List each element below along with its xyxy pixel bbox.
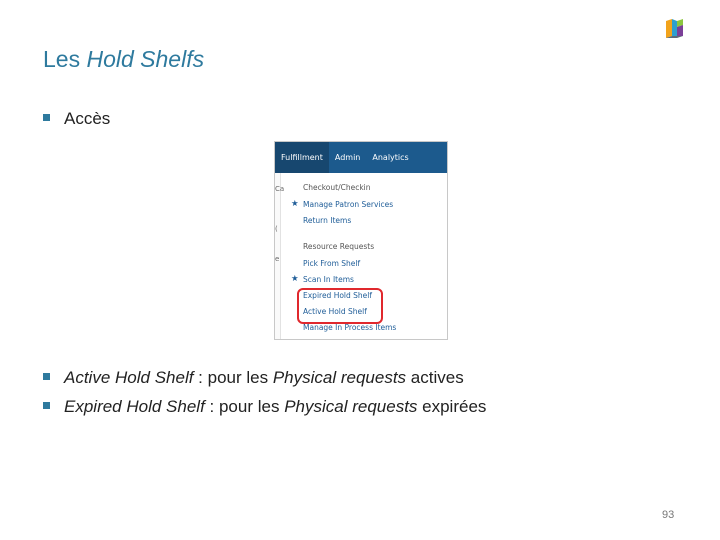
cropped-text-fragment: Ca [275, 185, 285, 193]
menu-section-resource-requests: Resource Requests [303, 242, 375, 251]
cropped-text-fragment: ( [275, 225, 278, 233]
star-icon[interactable]: ★ [291, 274, 299, 284]
bullet-active-hold-shelf: Active Hold Shelf : pour les Physical requests actives [43, 368, 464, 388]
menu-item-scan-in-items[interactable]: ★ Scan In Items [291, 274, 354, 284]
bullet-square-icon [43, 114, 50, 121]
menu-item-expired-hold-shelf[interactable]: Expired Hold Shelf [303, 291, 373, 300]
slide-title-plain: Les [43, 46, 87, 72]
star-icon[interactable]: ★ [291, 199, 299, 209]
menu-item-manage-in-process-items[interactable]: Manage In Process Items [303, 323, 397, 332]
menu-section-checkout-checkin: Checkout/Checkin [303, 183, 371, 192]
page-number: 93 [662, 509, 675, 521]
top-nav-bar [275, 142, 447, 173]
menu-item-active-hold-shelf[interactable]: Active Hold Shelf [303, 307, 367, 316]
bullet-square-icon [43, 373, 50, 380]
highlight-box [297, 288, 383, 324]
menu-item-pick-from-shelf[interactable]: Pick From Shelf [303, 259, 361, 268]
bullet-square-icon [43, 402, 50, 409]
nav-tab-fulfillment[interactable]: Fulfillment [275, 142, 329, 173]
cropped-page-edge [275, 173, 285, 339]
bullet-expired-hold-shelf: Expired Hold Shelf : pour les Physical requests expirées [43, 397, 486, 417]
cropped-text-fragment: e [275, 255, 280, 263]
menu-item-manage-patron-services[interactable]: ★ Manage Patron Services [291, 199, 394, 209]
menu-item-return-items[interactable]: Return Items [303, 216, 352, 225]
slide-title-italic: Hold Shelfs [86, 46, 205, 72]
nav-tab-analytics[interactable]: Analytics [372, 153, 409, 162]
nav-tab-admin[interactable]: Admin [334, 153, 361, 162]
alma-menu-screenshot [274, 141, 448, 340]
slide-title [43, 46, 204, 73]
bullet-acces [43, 109, 110, 129]
bullet-acces-text: Accès [64, 109, 111, 128]
logo-icon [664, 16, 688, 40]
